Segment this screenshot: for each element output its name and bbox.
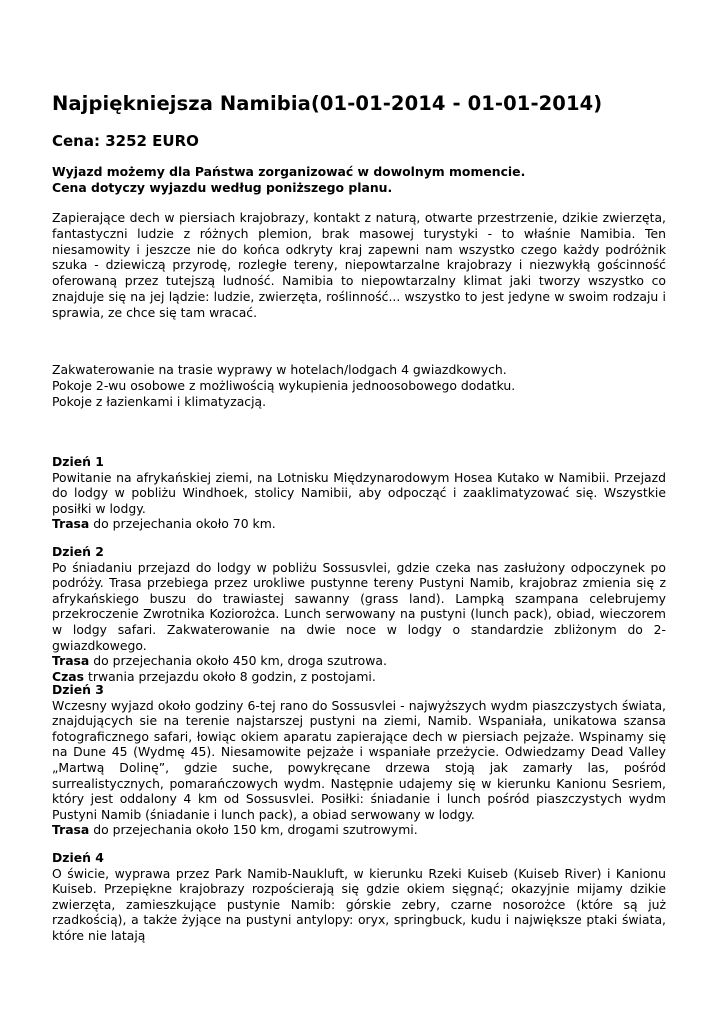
route-text: do przejechania około 450 km, droga szutrowa. [89,653,387,669]
day-3-section [52,682,666,838]
day-title: Dzień 3 [52,682,104,697]
route-info [52,653,666,669]
page-title: Najpiękniejsza Namibia(01-01-2014 - 01-01-2014) [52,92,603,115]
intro-note [52,164,525,196]
accommodation-line: Zakwaterowanie na trasie wyprawy w hotelach/lodgach 4 gwiazdkowych. [52,362,507,377]
route-text: do przejechania około 70 km. [89,516,276,532]
route-label: Trasa [52,516,90,532]
day-title: Dzień 1 [52,454,104,469]
day-1-section [52,454,666,532]
day-2-section [52,544,666,684]
accommodation-line: Pokoje 2-wu osobowe z możliwością wykupienia jednoosobowego dodatku. [52,377,516,393]
day-text: Powitanie na afrykańskiej ziemi, na Lotnisku Międzynarodowym Hosea Kutako w Namibii. Przejazd do lodgy w pobliżu Windhoek, stolicy Namibii, aby odpocząć i zaaklimatyzować się. Wszystkie posiłki w lodgy. [52,469,666,516]
intro-line: Cena dotyczy wyjazdu według poniższego planu. [52,180,393,195]
route-info [52,822,666,838]
route-info [52,516,666,532]
day-4-section [52,850,666,944]
day-text: Po śniadaniu przejazd do lodgy w pobliżu Sossusvlei, gdzie czeka nas zasłużony odpoczynek po podróży. Trasa przebiega przez urokliwe pustynne tereny Pustyni Namib, krajobraz zmienia się z afrykańskiego buszu do trawiastej sawanny (grass land). Lampką szampana celebrujemy przekroczenie Zwrotnika Koziorożca. Lunch serwowany na pustyni (lunch pack), obiad, wieczorem w lodgy safari. Zakwaterowanie na dwie noce w lodgy o standardzie zbliżonym do 2-gwiazdkowego. [52,559,666,653]
day-title: Dzień 4 [52,850,104,865]
route-label: Trasa [52,653,90,669]
route-label: Trasa [52,822,90,838]
intro-line: Wyjazd możemy dla Państwa zorganizować w dowolnym momencie. [52,164,526,179]
time-label: Czas [52,668,85,684]
price-heading: Cena: 3252 EURO [52,132,199,150]
accommodation-line: Pokoje z łazienkami i klimatyzacją. [52,393,267,409]
accommodation-info [52,362,515,409]
trip-description: Zapierające dech w piersiach krajobrazy, kontakt z naturą, otwarte przestrzenie, dzikie zwierzęta, fantastyczni ludzie z różnych plemion, brak masowej turystyki - to właśnie Namibia. Ten niesamowity i jeszcze nie do końca odkryty kraj zapewni nam wszystko czego każdy podróżnik szuka - dziewiczą przyrodę, rozległe tereny, niepowtarzalne krajobrazy i niezwykłą gościnność oferowaną przez tutejszą ludność. Namibia to niepowtarzalny klimat jaki tworzy wszystko co znajduje się na jej lądzie: ludzie, zwierzęta, roślinność... wszystko to jest jedyne w swoim rodzaju i sprawia, ze chce się tam wracać. [52,210,666,320]
time-text: trwania przejazdu około 8 godzin, z postojami. [84,668,376,684]
route-text: do przejechania około 150 km, drogami szutrowymi. [89,822,418,838]
day-text: Wczesny wyjazd około godziny 6-tej rano do Sossusvlei - najwyższych wydm piaszczystych świata, znajdujących sie na terenie najstarszej pustyni na ziemi, Namib. Wspaniała, unikatowa szansa fotograficznego safari, łowiąc okiem aparatu zapierające dech w piersiach pejzaże. Wspinamy się na Dune 45 (Wydmę 45). Niesamowite pejzaże i wspaniałe przeżycie. Odwiedzamy Dead Valley „Martwą Dolinę”, gdzie suche, powykręcane drzewa stoją jak zamarły las, pośród surrealistycznych, pomarańczowych wydm. Następnie udajemy się w kierunku Kanionu Sesriem, który jest oddalony 4 km od Sossusvlei. Posiłki: śniadanie i lunch pośród piaszczystych wydm Pustyni Namib (śniadanie i lunch pack), a obiad serwowany w lodgy. [52,697,666,822]
day-title: Dzień 2 [52,544,104,559]
day-text: O świcie, wyprawa przez Park Namib-Naukluft, w kierunku Rzeki Kuiseb (Kuiseb River) i Kanionu Kuiseb. Przepiękne krajobrazy rozpościerają się gdzie okiem sięgnąć; okazyjnie mijamy dzikie zwierzęta, zamieszkujące pustynie Namib: górskie zebry, czarne nosorożce (które są już rzadkością), a także żyjące na pustyni antylopy: oryx, springbuck, kudu i największe ptaki świata, które nie latają [52,865,666,943]
